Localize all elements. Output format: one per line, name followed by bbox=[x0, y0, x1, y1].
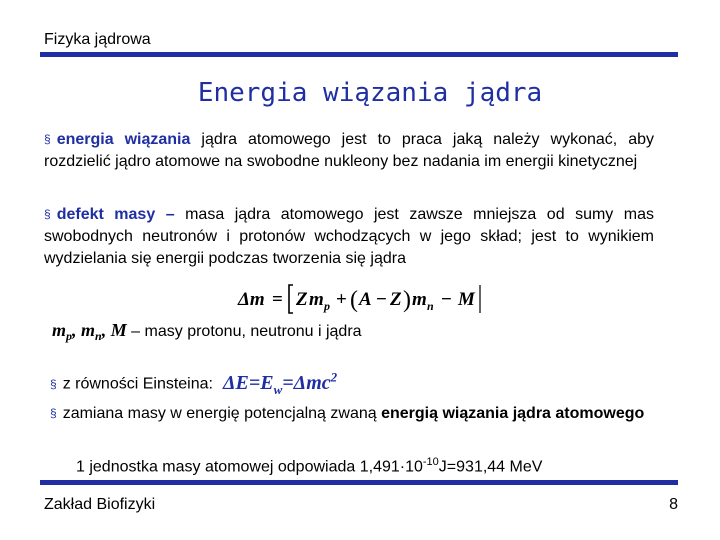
slide-title: Energia wiązania jądra bbox=[197, 78, 543, 108]
formula-sub-p: p bbox=[324, 299, 330, 313]
formula-m: m bbox=[309, 289, 324, 310]
formula-big-m: M bbox=[458, 289, 475, 310]
term-mass-defect: defekt masy – bbox=[56, 206, 175, 223]
footer-department: Zakład Biofizyki bbox=[44, 496, 156, 513]
bullet-icon: § bbox=[50, 376, 57, 391]
formula-equals: = bbox=[272, 289, 283, 310]
mass-symbols-description: – masy protonu, neutronu i jądra bbox=[126, 323, 362, 340]
einstein-line bbox=[50, 369, 337, 398]
bullet-icon: § bbox=[44, 132, 51, 146]
mass-energy-conversion bbox=[50, 402, 650, 425]
formula-minus: − bbox=[376, 289, 387, 310]
symbol-mp-sub: p bbox=[66, 329, 73, 344]
unit-exponent: -10 bbox=[422, 456, 439, 468]
einstein-formula-part1: ΔE=E bbox=[222, 371, 274, 394]
bullet-icon: § bbox=[50, 406, 57, 420]
term-binding-energy: energia wiązania bbox=[56, 131, 191, 148]
mass-defect-definition bbox=[44, 203, 654, 270]
einstein-formula-sub: w bbox=[273, 381, 283, 397]
atomic-mass-unit-equivalence bbox=[76, 456, 542, 476]
course-header: Fizyka jądrowa bbox=[44, 31, 151, 48]
bullet-icon: § bbox=[44, 207, 51, 221]
formula-minus2: − bbox=[441, 289, 452, 310]
formula-plus: + bbox=[336, 289, 347, 310]
conversion-bold-term: energią wiązania jądra atomowego bbox=[381, 405, 645, 422]
unit-text-a: 1 jednostka masy atomowej odpowiada 1,491·10 bbox=[76, 458, 423, 476]
definition-text: jądra atomowego jest to praca jaką należy wykonać, aby rozdzielić jądro atomowe na swobodne nukleony bez nadania im energii kinetycznej bbox=[44, 131, 654, 170]
formula-close-paren: ) bbox=[403, 287, 411, 313]
definition-text: masa jądra atomowego jest zawsze mniejsza od sumy mas swobodnych neutronów i protonów wchodzących w jego skład; jest to wynikiem wydzielania się energii podczas tworzenia się jądra bbox=[44, 206, 655, 267]
left-bracket-icon bbox=[289, 285, 293, 313]
binding-energy-definition bbox=[44, 128, 654, 173]
formula-m2: m bbox=[412, 289, 427, 310]
separator: , bbox=[72, 320, 82, 340]
page-number: 8 bbox=[669, 496, 678, 513]
unit-text-b: J=931,44 MeV bbox=[438, 458, 543, 476]
footer-rule bbox=[40, 480, 678, 485]
mass-symbols-line bbox=[52, 320, 362, 344]
mass-defect-formula bbox=[236, 282, 506, 316]
separator: , bbox=[101, 320, 111, 340]
symbol-M: M bbox=[110, 320, 127, 340]
symbol-mp: m bbox=[52, 320, 67, 340]
formula-z2: Z bbox=[390, 289, 402, 310]
conversion-text: zamiana masy w energię potencjalną zwaną bbox=[62, 405, 382, 422]
symbol-mn-sub: n bbox=[95, 329, 102, 344]
formula-z: Z bbox=[296, 289, 308, 310]
einstein-formula bbox=[222, 369, 338, 397]
formula-a: A bbox=[359, 289, 372, 310]
einstein-formula-sup: 2 bbox=[330, 369, 338, 384]
formula-lhs: Δm bbox=[238, 289, 265, 310]
symbol-mn: m bbox=[81, 320, 96, 340]
einstein-text: z równości Einsteina: bbox=[62, 375, 213, 393]
formula-open-paren: ( bbox=[350, 287, 358, 313]
einstein-formula-part2: =Δmc bbox=[282, 371, 331, 394]
formula-sub-n: n bbox=[427, 299, 434, 313]
header-rule bbox=[40, 52, 678, 57]
